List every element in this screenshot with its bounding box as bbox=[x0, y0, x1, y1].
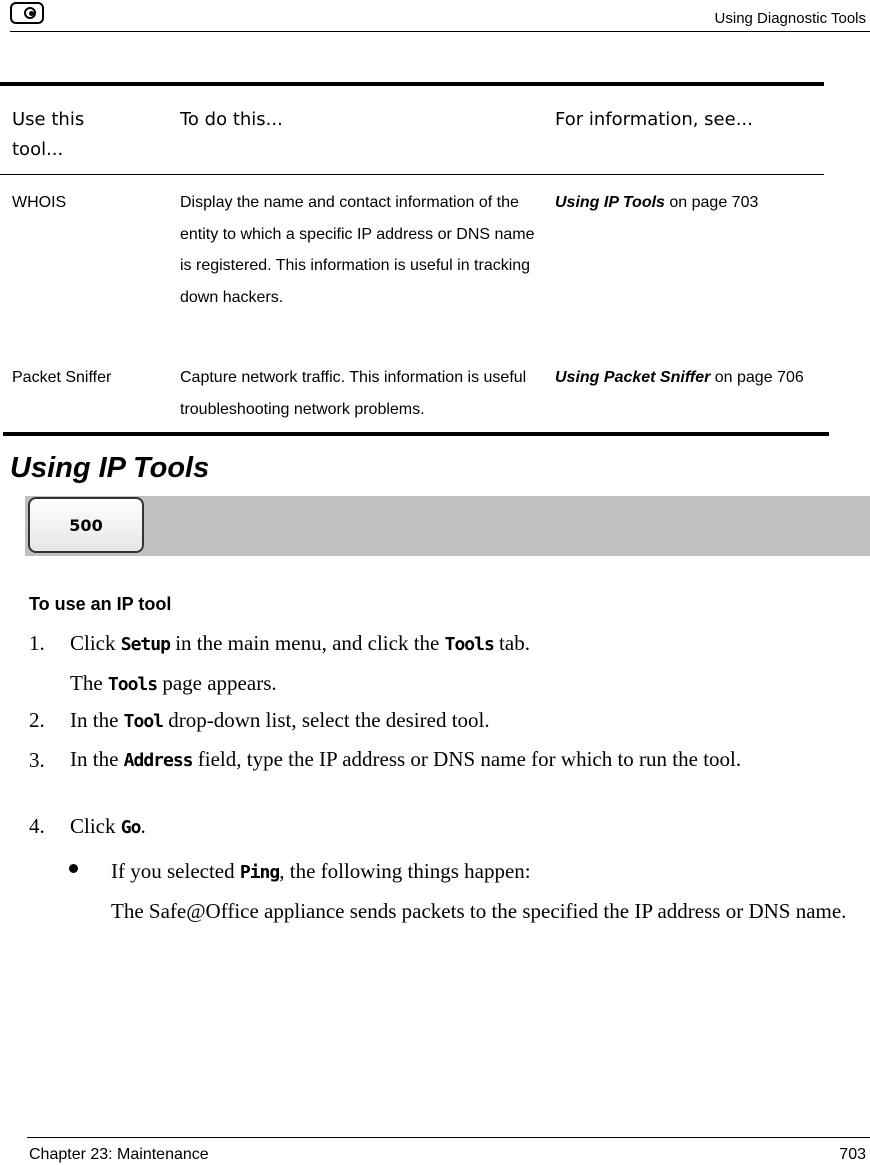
footer-rule bbox=[27, 1137, 870, 1138]
running-header: Using Diagnostic Tools bbox=[714, 10, 866, 27]
section-title: Using IP Tools bbox=[10, 452, 210, 484]
procedure-title: To use an IP tool bbox=[29, 594, 172, 614]
bullet-item: If you selected Ping, the following things happen: bbox=[111, 859, 531, 883]
footer-chapter: Chapter 23: Maintenance bbox=[29, 1146, 209, 1163]
table-cell-description: Capture network traffic. This information is useful troubleshooting network problems. bbox=[180, 369, 527, 418]
table-cell-reference: Using IP Tools on page 703 bbox=[555, 194, 759, 211]
footer-page-number: 703 bbox=[839, 1146, 866, 1163]
table-header-action: To do this... bbox=[180, 109, 283, 130]
model-bar bbox=[25, 496, 870, 556]
table-bottom-rule bbox=[3, 432, 829, 436]
header-rule bbox=[10, 31, 870, 32]
table-cell-reference: Using Packet Sniffer on page 706 bbox=[555, 369, 804, 386]
bullet-body: The Safe@Office appliance sends packets to the specified the IP address or DNS name. bbox=[111, 899, 847, 923]
model-badge: 500 bbox=[28, 497, 144, 553]
table-header-tool: Use this tool... bbox=[12, 109, 85, 160]
bullet-icon bbox=[69, 864, 78, 873]
step-1-result: The Tools page appears. bbox=[70, 671, 277, 695]
reference-link[interactable]: Using Packet Sniffer bbox=[555, 369, 711, 386]
table-header-rule bbox=[0, 174, 824, 175]
table-header-reference: For information, see... bbox=[555, 109, 753, 130]
table-cell-tool: Packet Sniffer bbox=[12, 369, 112, 386]
reference-link[interactable]: Using IP Tools bbox=[555, 194, 665, 211]
table-cell-tool: WHOIS bbox=[12, 194, 67, 211]
table-cell-description: Display the name and contact information of the entity to which a specific IP address or DNS name is registered. This information is useful in tracking down hackers. bbox=[180, 194, 535, 306]
document-icon bbox=[10, 2, 44, 24]
table-top-rule bbox=[0, 82, 824, 86]
